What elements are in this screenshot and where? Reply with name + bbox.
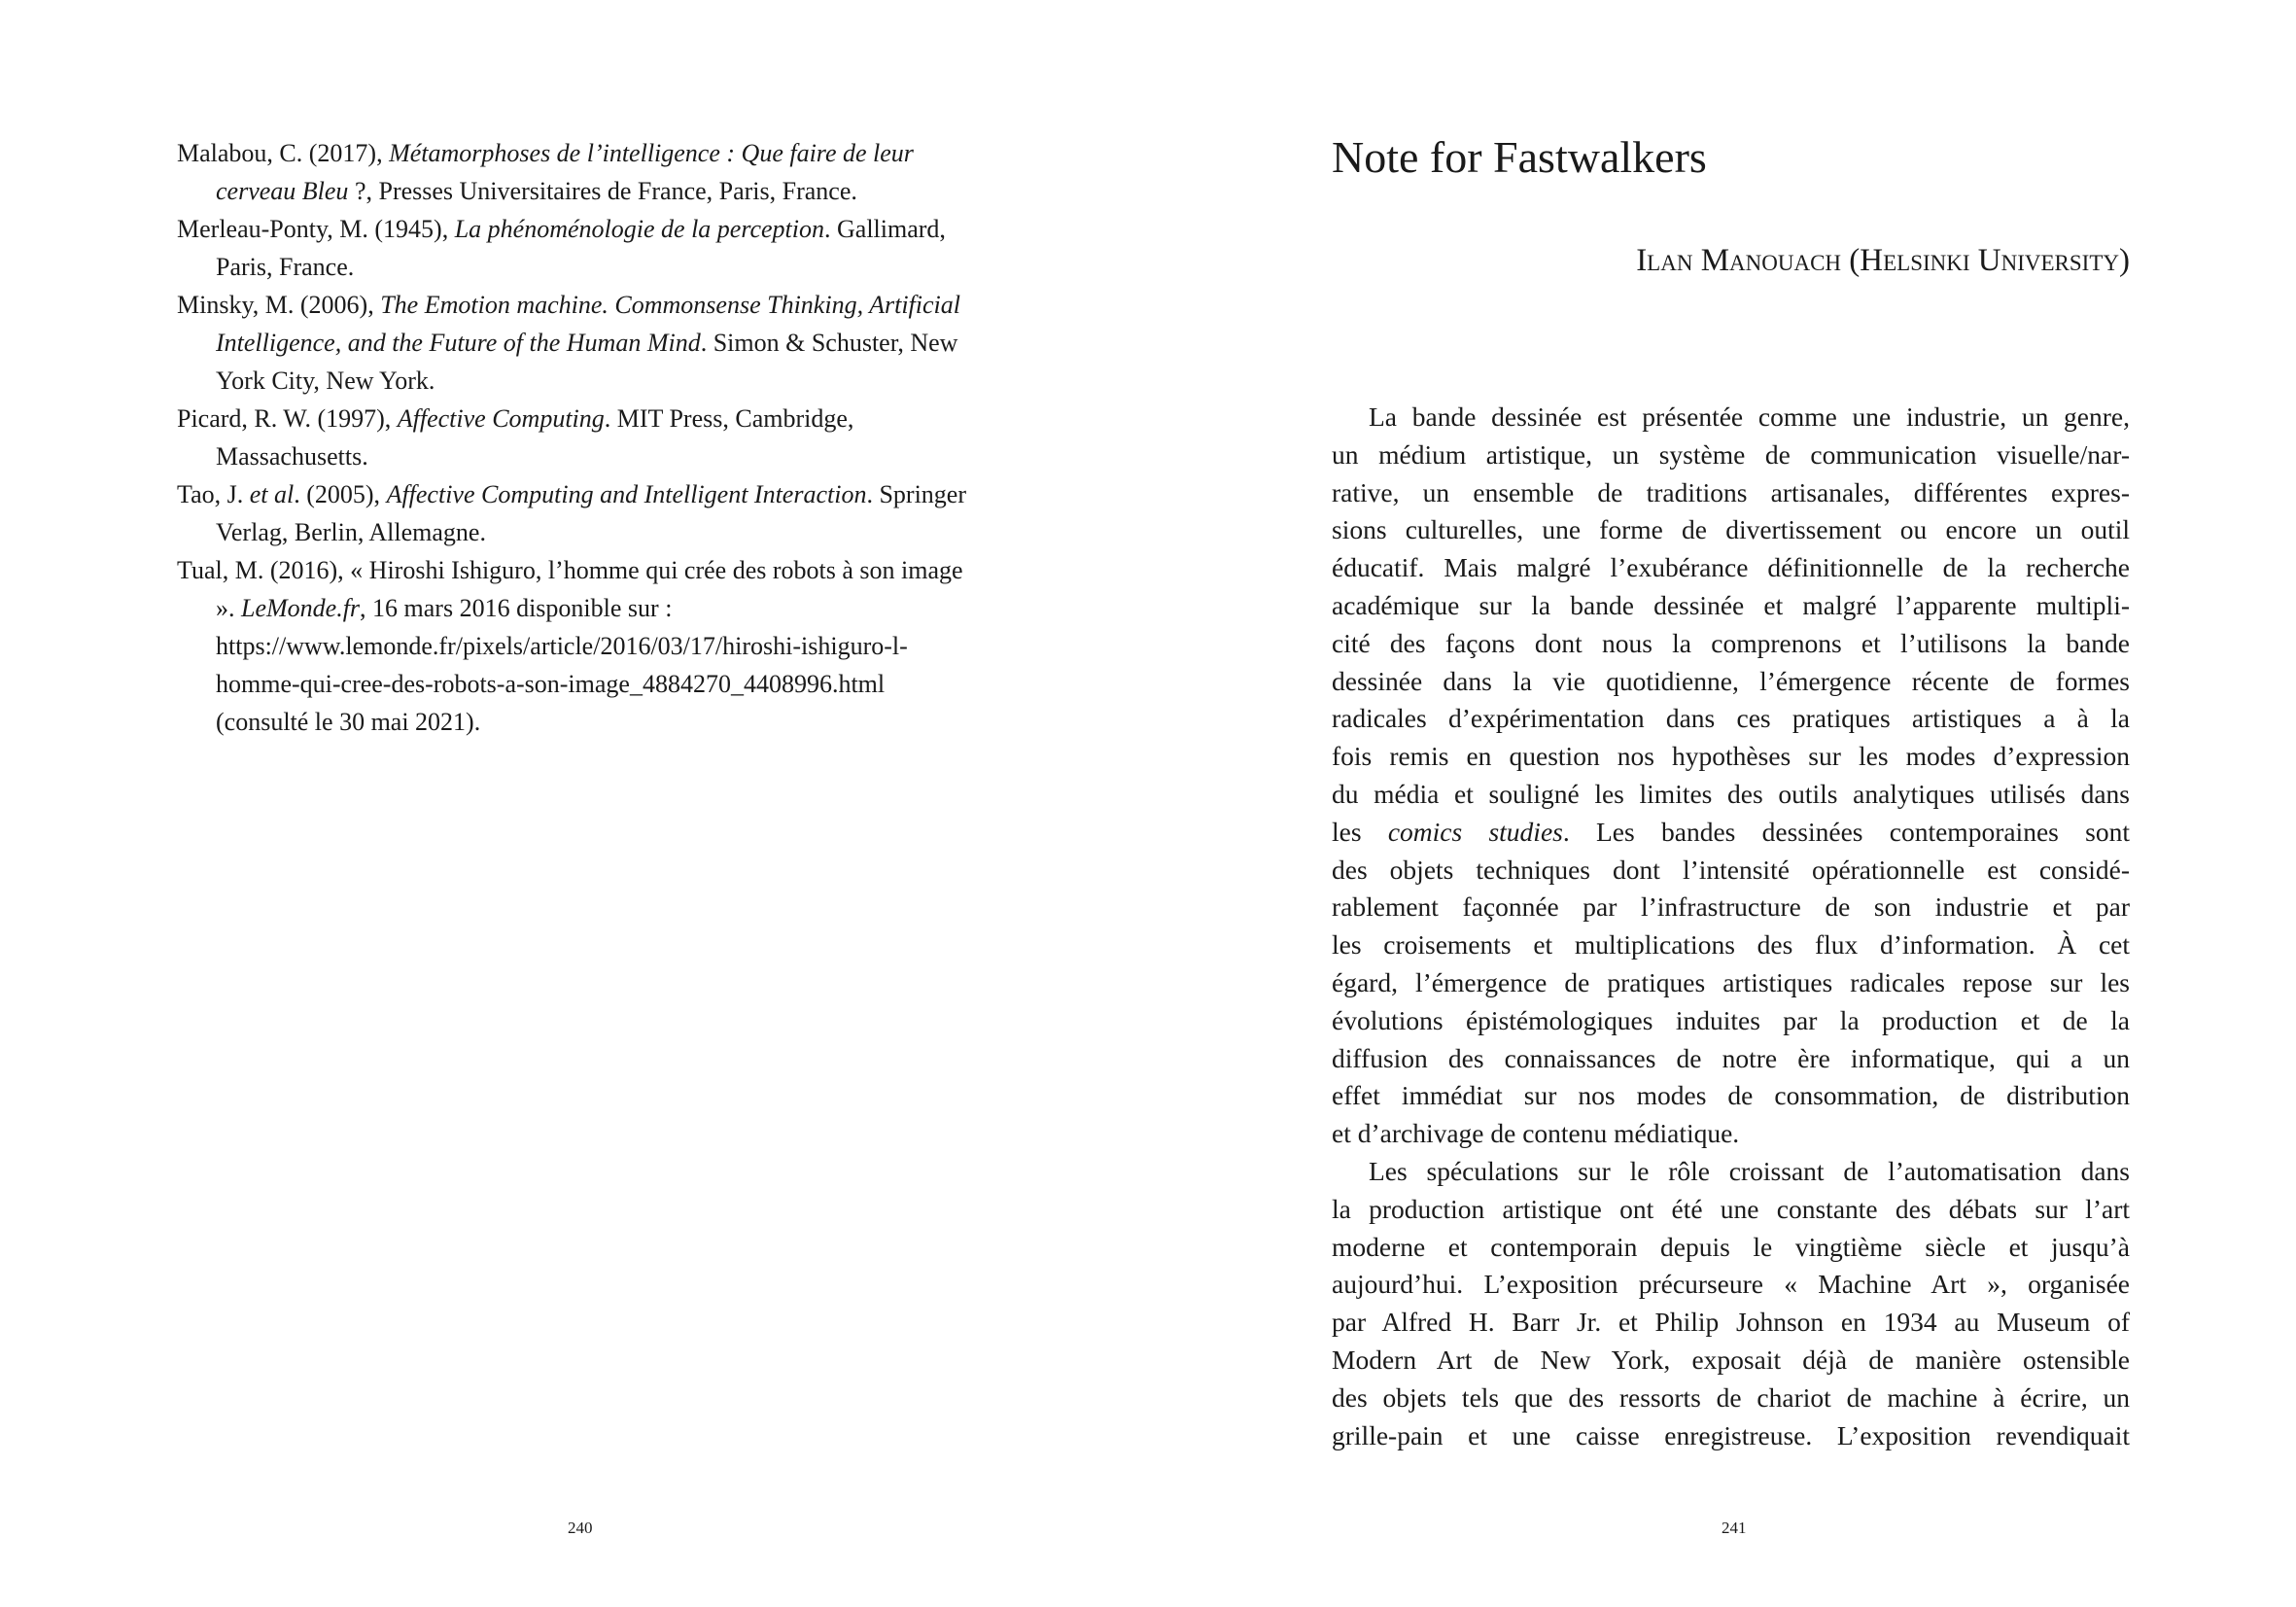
reference-item xyxy=(177,551,974,741)
text: les xyxy=(1332,816,1388,847)
reference-text: , 16 mars 2016 disponible sur : https://www.lemonde.fr/pixels/article/2016/03/17/hiroshi-ishiguro-l-homme-qui-cree-des-robots-a-son-image_4884270_4408996.html (consulté le 30 mai 2021). xyxy=(216,594,908,736)
reference-title: Métamorphoses de l’intelligence : Que faire de leur cerveau Bleu xyxy=(216,139,914,205)
reference-item xyxy=(177,210,974,286)
text-line: académique sur la bande dessinée et malgré l’apparente multipli- xyxy=(1332,589,2130,620)
reference-item xyxy=(177,286,974,400)
text-line: Les spéculations sur le rôle croissant de l’automatisation dans xyxy=(1369,1155,2130,1186)
text-line: du média et souligné les limites des outils analytiques utilisés dans xyxy=(1332,778,2130,809)
text-line: grille-pain et une caisse enregistreuse. L’exposition revendiquait xyxy=(1332,1419,2130,1450)
text-line: Modern Art de New York, exposait déjà de manière ostensible xyxy=(1332,1344,2130,1375)
reference-item xyxy=(177,475,974,551)
reference-text: Tual, M. (2016), « Hiroshi Ishiguro, l’homme qui crée des robots à son image ». xyxy=(177,556,963,622)
reference-title: LeMonde.fr xyxy=(241,594,361,622)
text-line: éducatif. Mais malgré l’exubérance définitionnelle de la recherche xyxy=(1332,552,2130,583)
italic-term: comics studies xyxy=(1387,816,1563,847)
reference-item xyxy=(177,134,974,210)
text-line: radicales d’expérimentation dans ces pratiques artistiques a à la xyxy=(1332,703,2130,734)
reference-text: Merleau-Ponty, M. (1945), xyxy=(177,215,455,243)
reference-list xyxy=(177,134,974,741)
reference-text: Picard, R. W. (1997), xyxy=(177,404,398,433)
text-line: des objets techniques dont l’intensité opérationnelle est considé- xyxy=(1332,854,2130,885)
reference-title: The Emotion machine. Commonsense Thinking, Artificial Intelligence, and the Future of the Human Mind xyxy=(216,291,960,357)
reference-title: Affective Computing xyxy=(397,404,605,433)
text-line: égard, l’émergence de pratiques artistiques radicales repose sur les xyxy=(1332,966,2130,997)
reference-text: Minsky, M. (2006), xyxy=(177,291,381,319)
body-text xyxy=(1332,399,2130,1454)
chapter-title: Note for Fastwalkers xyxy=(1332,132,1707,182)
text-line: moderne et contemporain depuis le vingtième siècle et jusqu’à xyxy=(1332,1231,2130,1262)
text-line: des objets tels que des ressorts de chariot de machine à écrire, un xyxy=(1332,1381,2130,1413)
chapter-author: Ilan Manouach (Helsinki University) xyxy=(1636,243,2130,278)
page-number-left: 240 xyxy=(568,1519,593,1537)
text-line: rablement façonnée par l’infrastructure de son industrie et par xyxy=(1332,891,2130,923)
reference-text: . Simon & Schuster, New York City, New York. xyxy=(216,329,958,395)
reference-title: La phénoménologie de la perception xyxy=(454,215,825,243)
reference-title: et al xyxy=(249,480,295,508)
text-line: diffusion des connaissances de notre ère informatique, qui a un xyxy=(1332,1042,2130,1073)
text: . Les bandes dessinées contemporaines sont xyxy=(1562,816,2130,847)
text-line: rative, un ensemble de traditions artisanales, différentes expres- xyxy=(1332,476,2130,507)
reference-title: Affective Computing and Intelligent Interaction xyxy=(386,480,867,508)
text-line: la production artistique ont été une constante des débats sur l’art xyxy=(1332,1193,2130,1224)
text-line: évolutions épistémologiques induites par la production et de la xyxy=(1332,1004,2130,1035)
text-line: dessinée dans la vie quotidienne, l’émergence récente de formes xyxy=(1332,665,2130,696)
text-line: les croisements et multiplications des flux d’information. À cet xyxy=(1332,929,2130,961)
text-line: par Alfred H. Barr Jr. et Philip Johnson en 1934 au Museum of xyxy=(1332,1307,2130,1338)
text-line xyxy=(1332,814,2130,852)
reference-text: . (2005), xyxy=(294,480,387,508)
text-line: aujourd’hui. L’exposition précurseure « Machine Art », organisée xyxy=(1332,1269,2130,1300)
text-line: un médium artistique, un système de communication visuelle/nar- xyxy=(1332,438,2130,470)
text-line: sions culturelles, une forme de divertissement ou encore un outil xyxy=(1332,514,2130,545)
reference-text: . Gallimard, Paris, France. xyxy=(216,215,946,281)
reference-text: Tao, J. xyxy=(177,480,250,508)
reference-text: . Springer Verlag, Berlin, Allemagne. xyxy=(216,480,966,546)
text-line: cité des façons dont nous la comprenons et l’utilisons la bande xyxy=(1332,627,2130,658)
text-line: et d’archivage de contenu médiatique. xyxy=(1332,1118,1740,1149)
text-line: fois remis en question nos hypothèses sur les modes d’expression xyxy=(1332,741,2130,772)
reference-text: ?, Presses Universitaires de France, Paris, France. xyxy=(348,177,857,205)
reference-text: Malabou, C. (2017), xyxy=(177,139,390,167)
text-line: La bande dessinée est présentée comme une industrie, un genre, xyxy=(1369,402,2130,432)
reference-text: . MIT Press, Cambridge, Massachusetts. xyxy=(216,404,854,471)
reference-item xyxy=(177,400,974,475)
page-number-right: 241 xyxy=(1722,1519,1747,1537)
text-line: effet immédiat sur nos modes de consommation, de distribution xyxy=(1332,1080,2130,1111)
